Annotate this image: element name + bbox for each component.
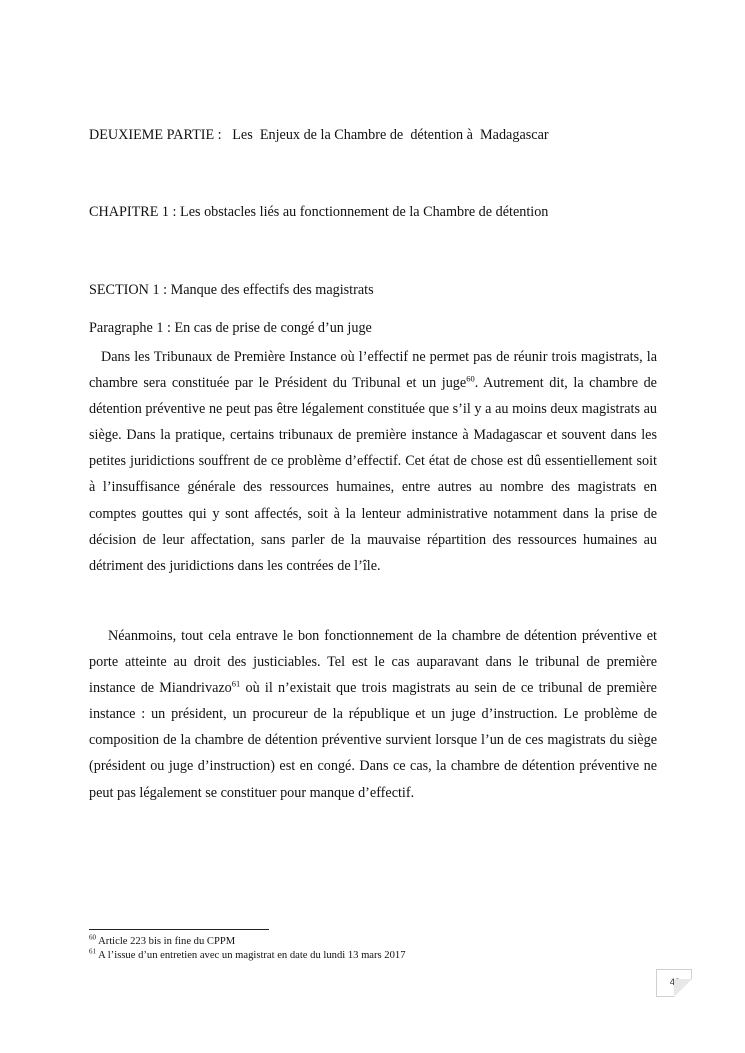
body-paragraph-1 bbox=[89, 344, 657, 579]
body-paragraph-1-text-b: . Autrement dit, la chambre de détention préventive ne peut pas être légalement constituée que s’il y a au moins deux magistrats au siège. Dans la pratique, certains tribunaux de première instance à Madagascar et souvent dans les petites juridictions souffrent de ce problème d’effectif. Cet état de chose est dû essentiellement soit à l’insuffisance générale des ressources humaines, entre autres au nombre des magistrats en comptes gouttes qui y sont affectés, soit à la lenteur administrative notamment dans la prise de décision de leur affectation, sans parler de la mauvaise répartition des ressources humaines au détriment des juridictions dans les contrées de l’île. bbox=[89, 375, 657, 574]
part-title: DEUXIEME PARTIE : Les Enjeux de la Chambre de détention à Madagascar bbox=[89, 127, 549, 143]
body-paragraph-2 bbox=[89, 623, 657, 806]
footnote-number: 61 bbox=[89, 947, 96, 956]
footnote-60 bbox=[89, 935, 235, 948]
footnote-separator bbox=[89, 929, 269, 930]
body-paragraph-2-text-a: Néanmoins, tout cela entrave le bon fonctionnement de la chambre de détention préventive et porte atteinte au droit des justiciables. Tel est le cas auparavant dans le tribunal de première instance de Miandrivazo bbox=[89, 628, 657, 697]
body-paragraph-2-text-b: où il n’existait que trois magistrats au sein de ce tribunal de première instance : un président, un procureur de la république et un juge d’instruction. Le problème de composition de la chambre de détention préventive survient lorsque l’un de ces magistrats du siège (président ou juge d’instruction) est en congé. Dans ce cas, la chambre de détention préventive ne peut pas légalement se constituer pour manque d’effectif. bbox=[89, 680, 657, 801]
page-curl-icon bbox=[674, 979, 692, 997]
section-title: SECTION 1 : Manque des effectifs des magistrats bbox=[89, 282, 374, 298]
chapter-title: CHAPITRE 1 : Les obstacles liés au fonctionnement de la Chambre de détention bbox=[89, 204, 549, 220]
footnote-number: 60 bbox=[89, 933, 96, 942]
footnote-ref-60: 60 bbox=[466, 373, 475, 384]
footnote-text: A l’issue d’un entretien avec un magistrat en date du lundi 13 mars 2017 bbox=[96, 950, 406, 961]
footnote-ref-61: 61 bbox=[231, 678, 241, 689]
footnote-61 bbox=[89, 949, 406, 962]
page-number-box bbox=[656, 969, 692, 997]
paragraph-title: Paragraphe 1 : En cas de prise de congé d’un juge bbox=[89, 320, 372, 336]
page-number: 49 bbox=[669, 977, 681, 988]
body-paragraph-1-text-a: Dans les Tribunaux de Première Instance où l’effectif ne permet pas de réunir trois magistrats, la chambre sera constituée par le Président du Tribunal et un juge bbox=[89, 349, 657, 392]
footnote-text: Article 223 bis in fine du CPPM bbox=[96, 936, 236, 947]
